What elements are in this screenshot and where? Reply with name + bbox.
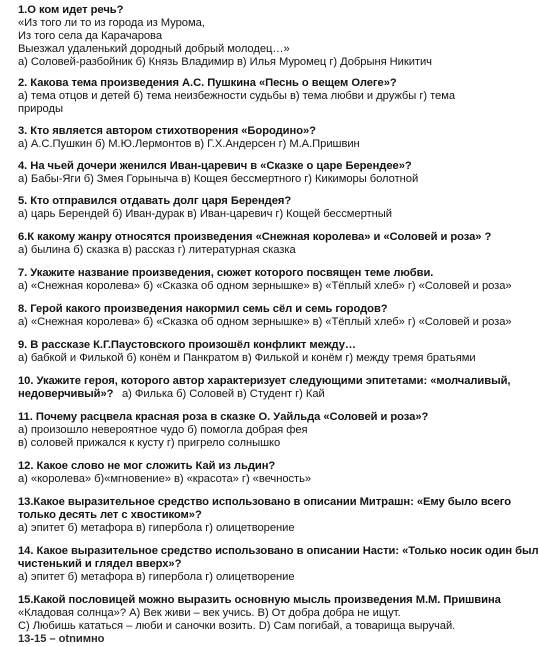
question-8-answers: а) «Снежная королева» б) «Сказка об одном зернышке» в) «Тёплый хлеб» г) «Соловей и роза» bbox=[18, 316, 512, 328]
question-15-answers-line-1: «Кладовая солнца»? А) Век живи – век учись. В) От добра добра не ищут. bbox=[18, 607, 401, 619]
answer-note-cut-off: 13-15 – оtnимно bbox=[18, 633, 105, 645]
question-2-answers-line-1: а) тема отцов и детей б) тема неизбежности судьбы в) тема любви и дружбы г) тема bbox=[18, 90, 456, 102]
question-9-answers: а) бабкой и Филькой б) конём и Панкратом в) Филькой и конём г) между тремя братьями bbox=[18, 352, 476, 364]
question-5-answers: а) царь Берендей б) Иван-дурак в) Иван-царевич г) Кощей бессмертный bbox=[18, 208, 392, 220]
question-1-quote-line-2: Из того села да Карачарова bbox=[18, 30, 162, 42]
question-7-answers: а) «Снежная королева» б) «Сказка об одном зернышке» в) «Тёплый хлеб» г) «Соловей и роза» bbox=[18, 280, 512, 292]
question-10-answers: а) Филька б) Соловей в) Студент г) Кай bbox=[122, 388, 325, 400]
question-3-title: 3. Кто является автором стихотворения «Бородино»? bbox=[18, 125, 316, 137]
question-5-title: 5. Кто отправился отдавать долг царя Берендея? bbox=[18, 195, 292, 207]
question-10-title-line-1: 10. Укажите героя, которого автор характеризует следующими эпитетами: «молчаливый, bbox=[18, 375, 511, 387]
question-15-title: 15.Какой пословицей можно выразить основную мысль произведения М.М. Пришвина bbox=[18, 594, 501, 606]
question-15-answers-line-2: С) Любишь кататься – люби и саночки возить. D) Сам погибай, а товарища выручай. bbox=[18, 620, 456, 632]
question-3-answers: а) А.С.Пушкин б) М.Ю.Лермонтов в) Г.Х.Андерсен г) М.А.Пришвин bbox=[18, 138, 360, 150]
question-14-title-line-2: чистенький и глядел вверх»? bbox=[18, 558, 182, 570]
question-10-title-line-2: недоверчивый»? bbox=[18, 388, 114, 400]
question-1-title: 1.О ком идет речь? bbox=[18, 4, 124, 16]
question-11-title: 11. Почему расцвела красная роза в сказке О. Уайльда «Соловей и роза»? bbox=[18, 411, 429, 423]
question-1-quote-line-3: Выезжал удаленький дородный добрый молодец…» bbox=[18, 43, 290, 55]
question-2-answers-line-2: природы bbox=[18, 103, 63, 115]
question-8-title: 8. Герой какого произведения накормил семь сёл и семь городов? bbox=[18, 303, 388, 315]
question-14-title-line-1: 14. Какое выразительное средство использовано в описании Насти: «Только носик один был bbox=[18, 545, 539, 557]
question-9-title: 9. В рассказе К.Г.Паустовского произошёл конфликт между… bbox=[18, 339, 357, 351]
question-12-answers: а) «королева» б)«мгновение» в) «красота» г) «вечность» bbox=[18, 473, 312, 485]
question-6-answers: а) былина б) сказка в) рассказ г) литературная сказка bbox=[18, 244, 296, 256]
question-14-answers: а) эпитет б) метафора в) гипербола г) олицетворение bbox=[18, 571, 295, 583]
question-13-answers: а) эпитет б) метафора в) гипербола г) олицетворение bbox=[18, 522, 295, 534]
question-13-title-line-1: 13.Какое выразительное средство использовано в описании Митрашн: «Ему было всего bbox=[18, 496, 511, 508]
question-11-answers-line-2: в) соловей прижался к кусту г) пригрело солнышко bbox=[18, 437, 281, 449]
question-11-answers-line-1: а) произошло невероятное чудо б) помогла добрая фея bbox=[18, 424, 308, 436]
question-1-answers: а) Соловей-разбойник б) Князь Владимир в) Илья Муромец г) Добрыня Никитич bbox=[18, 56, 432, 68]
question-4-answers: а) Бабы-Яги б) Змея Горыныча в) Кощея бессмертного г) Кикиморы болотной bbox=[18, 173, 419, 185]
question-2-title: 2. Какова тема произведения А.С. Пушкина «Песнь о вещем Олеге»? bbox=[18, 77, 397, 89]
question-12-title: 12. Какое слово не мог сложить Кай из льдин? bbox=[18, 460, 276, 472]
question-13-title-line-2: только десять лет с хвостиком»? bbox=[18, 509, 202, 521]
question-6-title: 6.К какому жанру относятся произведения «Снежная королева» и «Соловей и роза» ? bbox=[18, 231, 492, 243]
question-4-title: 4. На чьей дочери женился Иван-царевич в «Сказке о царе Берендее»? bbox=[18, 160, 412, 172]
question-1-quote-line-1: «Из того ли то из города из Мурома, bbox=[18, 17, 205, 29]
question-7-title: 7. Укажите название произведения, сюжет которого посвящен теме любви. bbox=[18, 267, 434, 279]
